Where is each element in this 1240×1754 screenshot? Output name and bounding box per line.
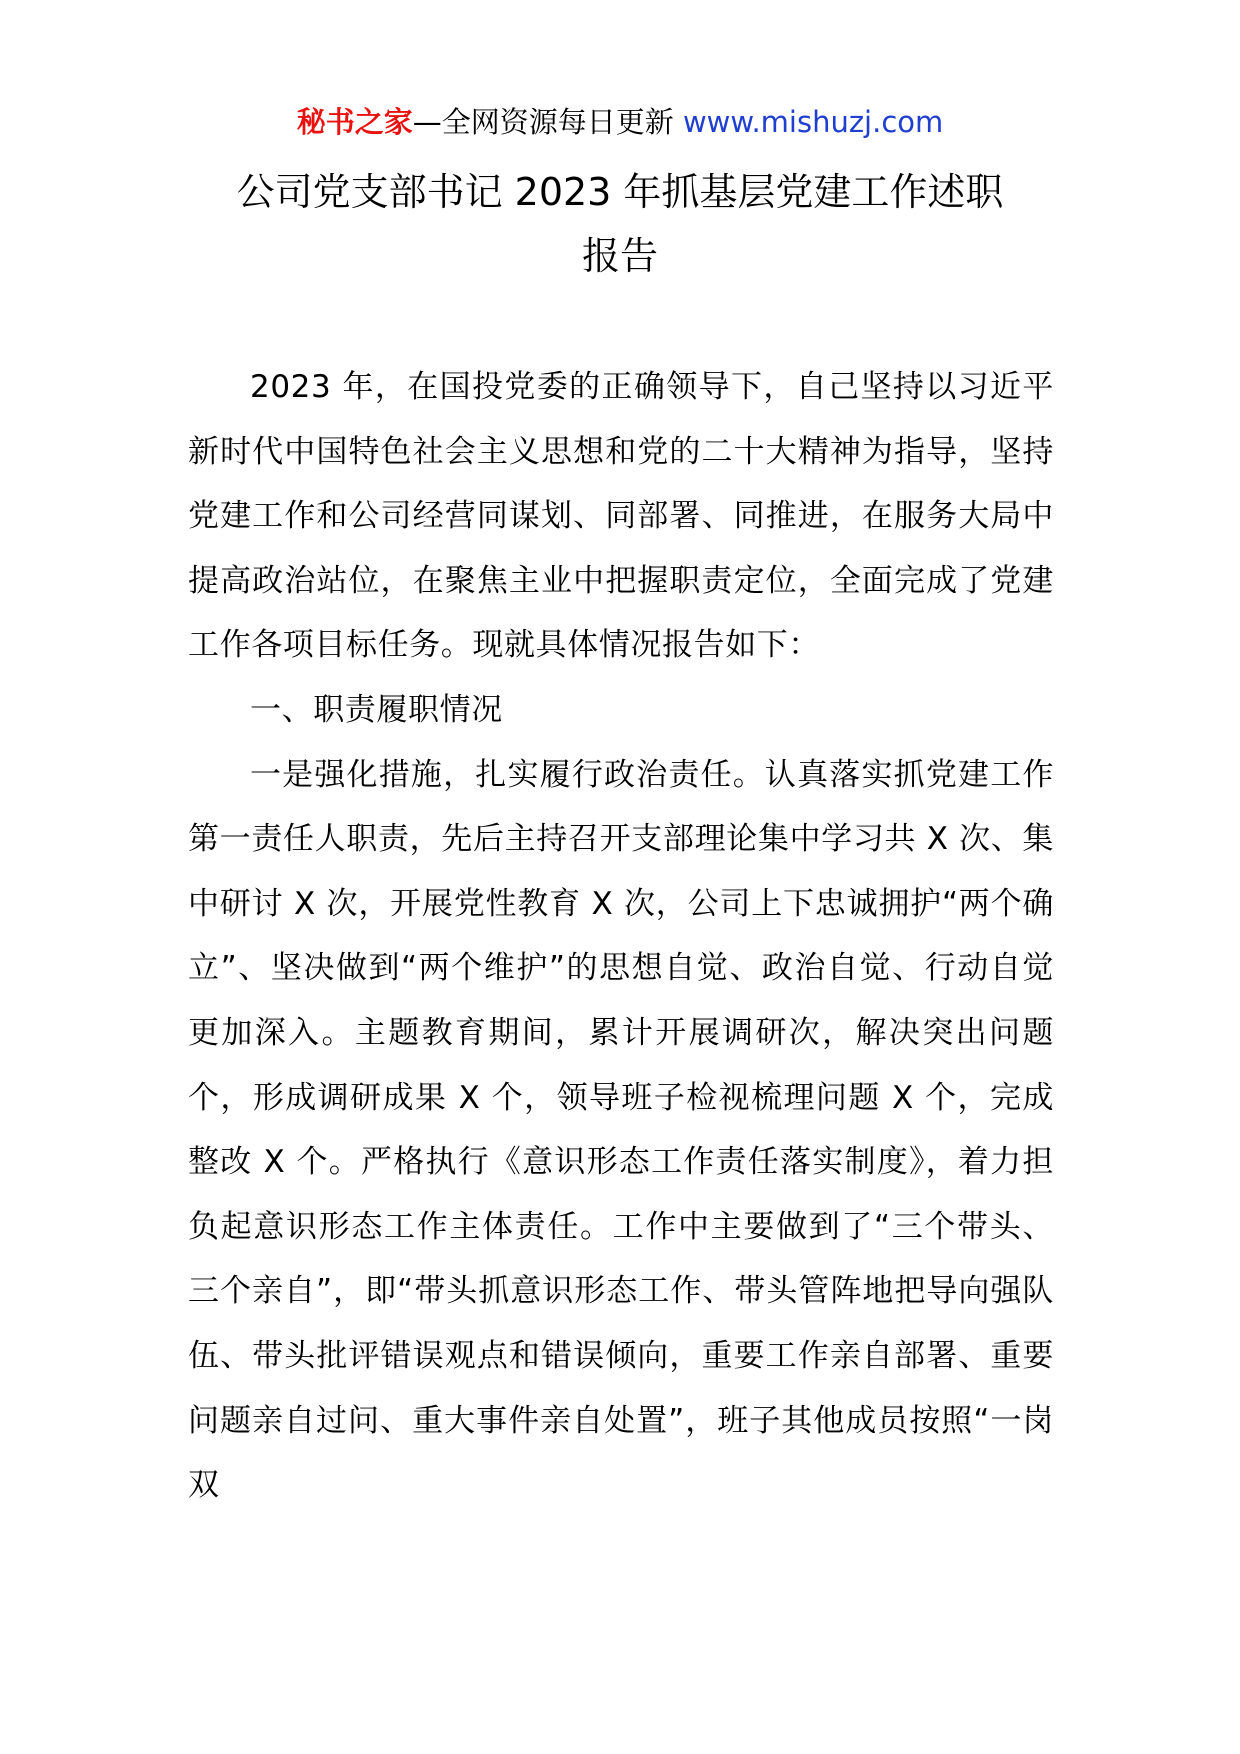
site-watermark-header [0,102,1240,142]
document-body [188,355,1054,1518]
watermark-tagline: —全网资源每日更新 [412,105,683,139]
intro-paragraph: 2023 年，在国投党委的正确领导下，自己坚持以习近平新时代中国特色社会主义思想和党的二十大精神为指导，坚持党建工作和公司经营同谋划、同部署、同推进，在服务大局中提高政治站位，在聚焦主业中把握职责定位，全面完成了党建工作各项目标任务。现就具体情况报告如下： [188,369,1054,664]
section-heading: 一、职责履职情况 [250,691,503,728]
document-title-line-1: 公司党支部书记 2023 年抓基层党建工作述职 [236,170,1004,214]
body-paragraph: 一是强化措施，扎实履行政治责任。认真落实抓党建工作第一责任人职责，先后主持召开支部理论集中学习共 X 次、集中研讨 X 次，开展党性教育 X 次，公司上下忠诚拥护“两个确立”、坚决做到“两个维护”的思想自觉、政治自觉、行动自觉更加深入。主题教育期间，累计开展调研次，解决突出问题个，形成调研成果 X 个，领导班子检视梳理问题 X 个，完成整改 X 个。严格执行《意识形态工作责任落实制度》，着力担负起意识形态工作主体责任。工作中主要做到了“三个带头、三个亲自”，即“带头抓意识形态工作、带头管阵地把导向强队伍、带头批评错误观点和错误倾向，重要工作亲自部署、重要问题亲自过问、重大事件亲自处置”，班子其他成员按照“一岗双 [188,756,1054,1504]
watermark-url-link[interactable]: www.mishuzj.com [682,105,944,139]
document-title [170,160,1070,288]
watermark-brand: 秘书之家 [296,105,413,139]
document-title-line-2: 报告 [581,234,658,278]
